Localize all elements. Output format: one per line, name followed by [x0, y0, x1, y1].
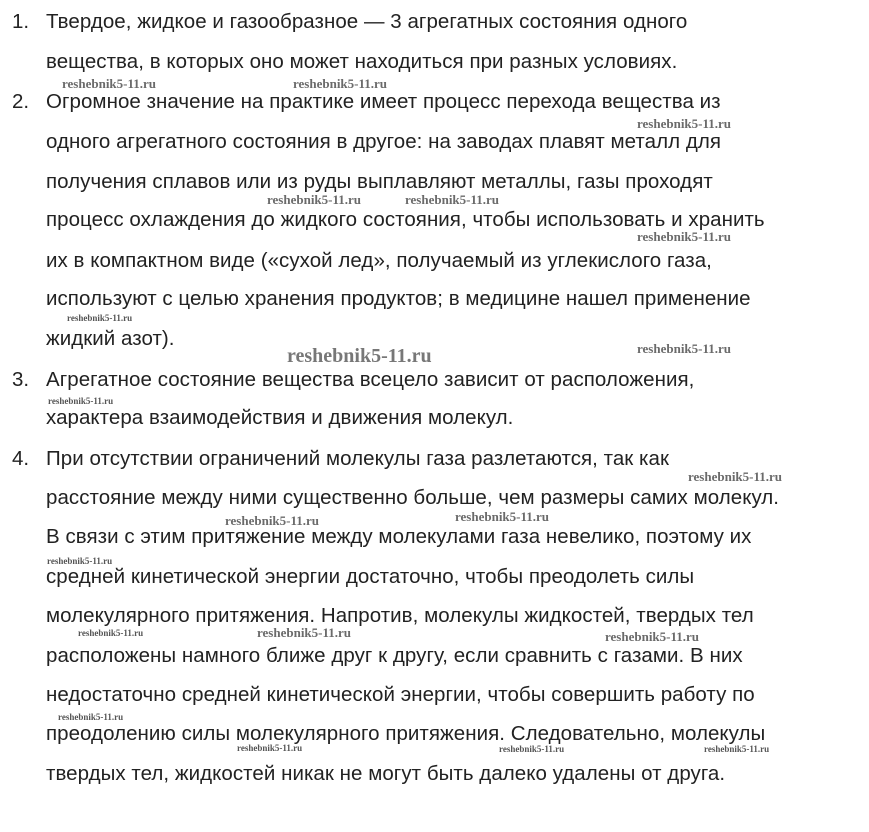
item-2-line-6: используют с целью хранения продуктов; в медицине нашел применение	[46, 287, 751, 310]
watermark: reshebnik5-11.ru	[688, 469, 783, 484]
item-2-line-7: жидкий азот).	[46, 327, 175, 350]
item-2-line-3: получения сплавов или из руды выплавляют металлы, газы проходят	[46, 170, 713, 193]
watermark: reshebnik5-11.ru	[237, 743, 303, 753]
watermark: reshebnik5-11.ru	[267, 192, 362, 207]
watermark: reshebnik5-11.ru	[47, 556, 113, 566]
item-1-line-2: вещества, в которых оно может находиться при разных условиях.	[46, 50, 678, 73]
watermark: reshebnik5-11.ru	[455, 509, 550, 524]
list-number-2: 2.	[12, 90, 30, 113]
list-number-4: 4.	[12, 447, 30, 470]
item-4-line-1: При отсутствии ограничений молекулы газа разлетаются, так как	[46, 447, 669, 470]
watermark: reshebnik5-11.ru	[67, 313, 133, 323]
item-3-line-1: Агрегатное состояние вещества всецело зависит от расположения,	[46, 368, 695, 391]
item-2-line-2: одного агрегатного состояния в другое: на заводах плавят металл для	[46, 130, 722, 153]
item-2-line-4: процесс охлаждения до жидкого состояния, чтобы использовать и хранить	[46, 208, 765, 231]
watermark: reshebnik5-11.ru	[62, 76, 157, 91]
watermark: reshebnik5-11.ru	[405, 192, 500, 207]
watermark: reshebnik5-11.ru	[605, 629, 700, 644]
item-4-line-4: средней кинетической энергии достаточно, чтобы преодолеть силы	[46, 565, 695, 588]
list-number-3: 3.	[12, 368, 30, 391]
item-4-line-8: преодолению силы молекулярного притяжения. Следовательно, молекулы	[46, 722, 766, 745]
item-3-line-2: характера взаимодействия и движения молекул.	[46, 406, 514, 429]
item-4-line-6: расположены намного ближе друг к другу, если сравнить с газами. В них	[46, 644, 743, 667]
item-4-line-3: В связи с этим притяжение между молекулами газа невелико, поэтому их	[46, 525, 752, 548]
watermark: reshebnik5-11.ru	[78, 628, 144, 638]
item-2-line-1: Огромное значение на практике имеет процесс перехода вещества из	[46, 90, 721, 113]
item-4-line-9: твердых тел, жидкостей никак не могут быть далеко удалены от друга.	[46, 762, 726, 785]
item-4-line-2: расстояние между ними существенно больше, чем размеры самих молекул.	[46, 486, 780, 509]
item-4-line-5: молекулярного притяжения. Напротив, молекулы жидкостей, твердых тел	[46, 604, 754, 627]
watermark: reshebnik5-11.ru	[637, 116, 732, 131]
watermark: reshebnik5-11.ru	[637, 341, 732, 356]
item-1-line-1: Твердое, жидкое и газообразное — 3 агрегатных состояния одного	[46, 10, 688, 33]
watermark: reshebnik5-11.ru	[257, 625, 352, 640]
item-4-line-7: недостаточно средней кинетической энергии, чтобы совершить работу по	[46, 683, 755, 706]
watermark: reshebnik5-11.ru	[287, 345, 432, 367]
list-number-1: 1.	[12, 10, 30, 33]
watermark: reshebnik5-11.ru	[293, 76, 388, 91]
watermark: reshebnik5-11.ru	[637, 229, 732, 244]
watermark: reshebnik5-11.ru	[499, 744, 565, 754]
watermark: reshebnik5-11.ru	[225, 513, 320, 528]
watermark: reshebnik5-11.ru	[58, 712, 124, 722]
watermark: reshebnik5-11.ru	[48, 396, 114, 406]
watermark: reshebnik5-11.ru	[704, 744, 770, 754]
item-2-line-5: их в компактном виде («сухой лед», получаемый из углекислого газа,	[46, 249, 712, 272]
